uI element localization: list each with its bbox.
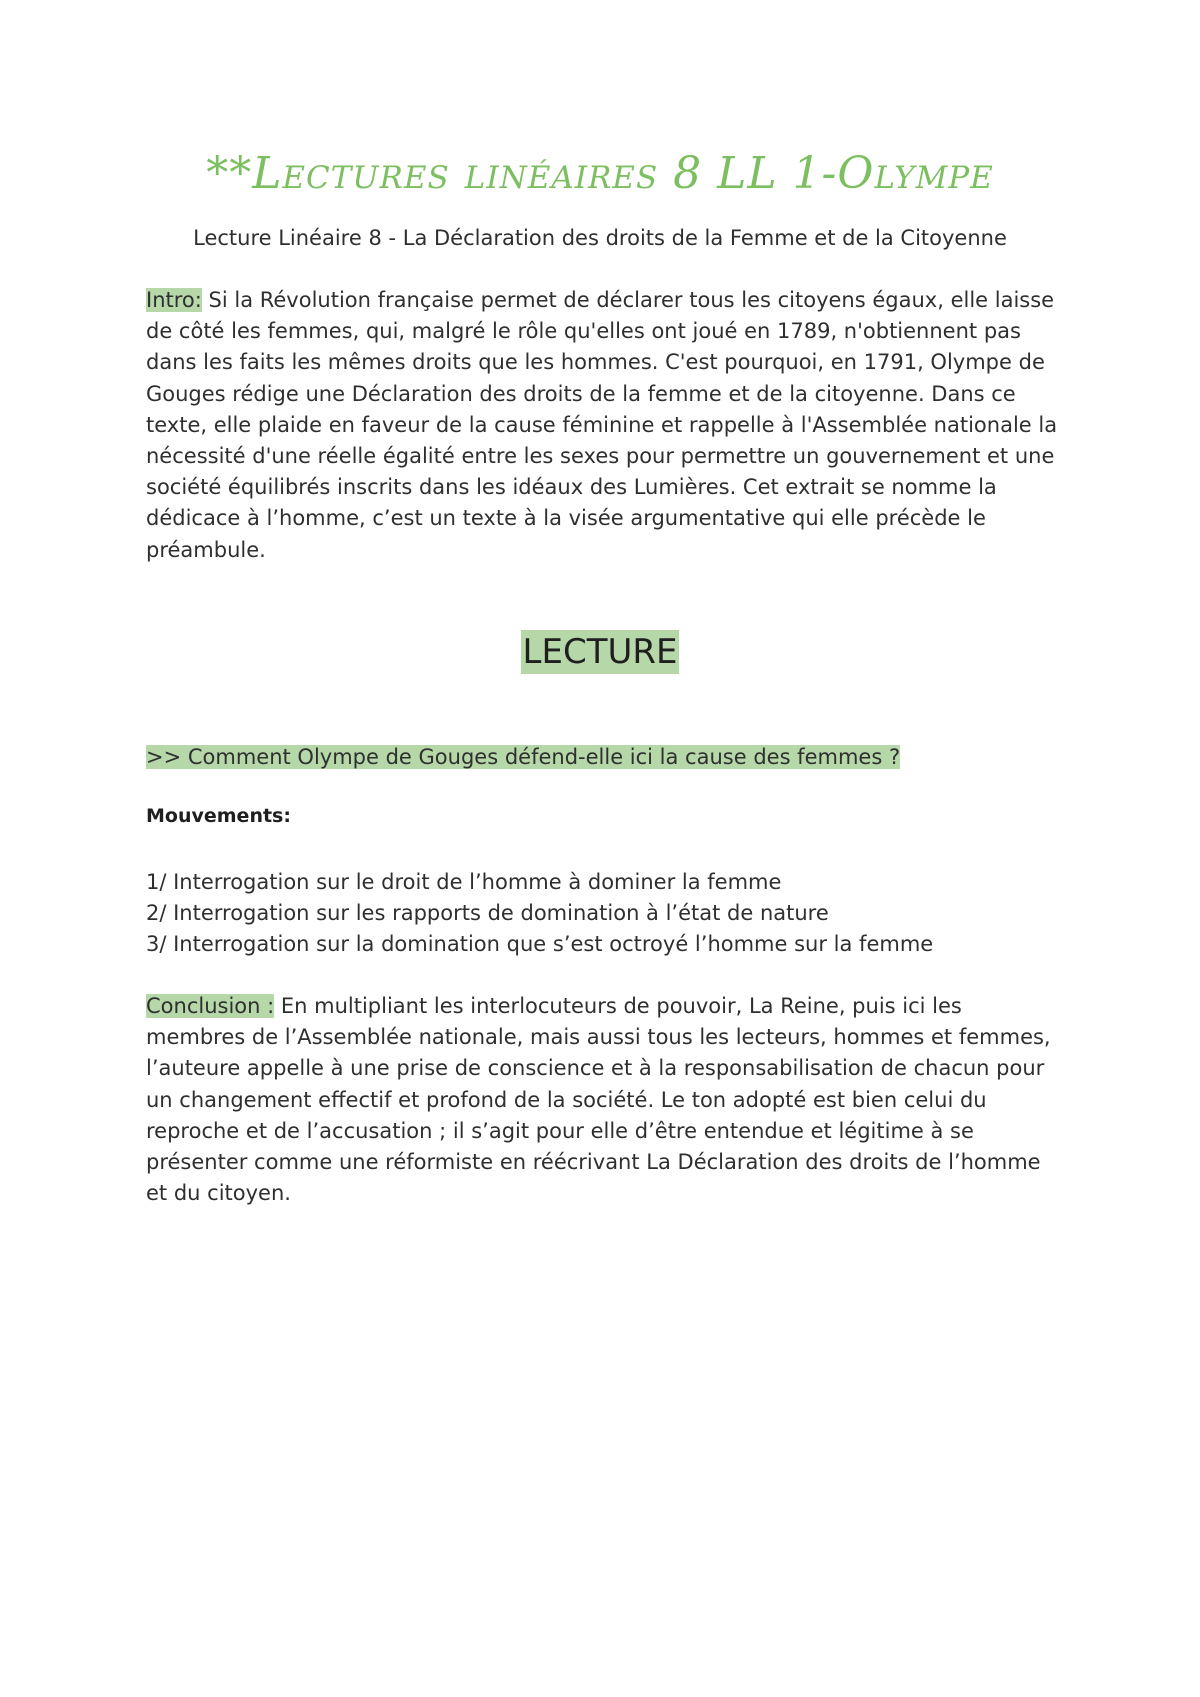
problematique (146, 742, 900, 773)
document-subtitle: Lecture Linéaire 8 - La Déclaration des droits de la Femme et de la Citoyenne (193, 226, 1007, 250)
section-heading-lecture (0, 632, 1200, 672)
problematique-text: >> Comment Olympe de Gouges défend-elle ici la cause des femmes ? (146, 745, 901, 769)
mouvements-list (146, 867, 933, 961)
document-title: **Lectures linéaires 8 LL 1-Olympe (206, 148, 994, 199)
conclusion-label: Conclusion : (146, 994, 275, 1018)
intro-text: Si la Révolution française permet de déclarer tous les citoyens égaux, elle laisse de côté les femmes, qui, malgré le rôle qu'elles ont joué en 1789, n'obtiennent pas dans les faits les mêmes droits que les hommes. C'est pourquoi, en 1791, Olympe de Gouges rédige une Déclaration des droits de la femme et de la citoyenne. Dans ce texte, elle plaide en faveur de la cause féminine et rappelle à l'Assemblée nationale la nécessité d'une réelle égalité entre les sexes pour permettre un gouvernement et une société équilibrés inscrits dans les idéaux des Lumières. Cet extrait se nomme la dédicace à l’homme, c’est un texte à la visée argumentative qui elle précède le préambule. (146, 288, 1058, 562)
conclusion-text: En multipliant les interlocuteurs de pouvoir, La Reine, puis ici les membres de l’Assemblée nationale, mais aussi tous les lecteurs, hommes et femmes, l’auteure appelle à une prise de conscience et à la responsabilisation de chacun pour un changement effectif et profond de la société. Le ton adopté est bien celui du reproche et de l’accusation ; il s’agit pour elle d’être entendue et légitime à se présenter comme une réformiste en réécrivant La Déclaration des droits de l’homme et du citoyen. (146, 994, 1051, 1206)
mouvements-title: Mouvements: (146, 805, 291, 827)
mouvement-item-1: 1/ Interrogation sur le droit de l’homme à dominer la femme (146, 870, 782, 894)
conclusion-paragraph (146, 991, 1064, 1209)
intro-paragraph (146, 285, 1064, 566)
intro-label: Intro: (146, 288, 202, 312)
mouvement-item-2: 2/ Interrogation sur les rapports de domination à l’état de nature (146, 901, 829, 926)
mouvement-item-3: 3/ Interrogation sur la domination que s’est octroyé l’homme sur la femme (146, 932, 934, 957)
section-heading-label: LECTURE (522, 632, 678, 672)
